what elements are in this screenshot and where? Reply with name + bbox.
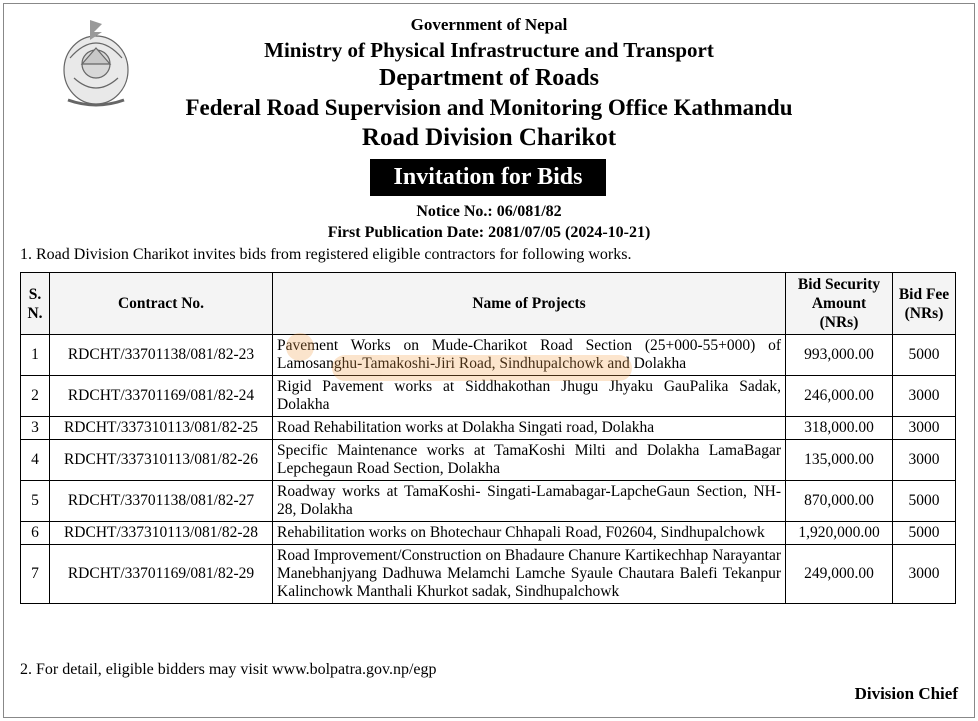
header-sn: S. N. bbox=[21, 273, 50, 335]
publication-date: First Publication Date: 2081/07/05 (2024-10-21) bbox=[327, 224, 651, 241]
row-sn: 5 bbox=[21, 481, 50, 522]
row-bid-security: 135,000.00 bbox=[786, 440, 893, 481]
row-sn: 6 bbox=[21, 522, 50, 545]
table-row bbox=[21, 335, 956, 376]
row-bid-fee: 3000 bbox=[893, 376, 956, 417]
row-contract-no: RDCHT/33701169/081/82-24 bbox=[50, 376, 273, 417]
row-project-name: Rehabilitation works on Bhotechaur Chhapali Road, F02604, Sindhupalchowk bbox=[273, 522, 786, 545]
table-header-row bbox=[21, 273, 956, 335]
row-bid-fee: 5000 bbox=[893, 335, 956, 376]
invitation-title: Invitation for Bids bbox=[370, 159, 606, 196]
row-bid-security: 318,000.00 bbox=[786, 417, 893, 440]
row-project-name: Road Rehabilitation works at Dolakha Singati road, Dolakha bbox=[273, 417, 786, 440]
table-row bbox=[21, 440, 956, 481]
header-contract-no: Contract No. bbox=[50, 273, 273, 335]
row-bid-fee: 5000 bbox=[893, 522, 956, 545]
row-project-name: Road Improvement/Construction on Bhadaure Chanure Kartikechhap Narayantar Manebhanjyang Dadhuwa Melamchi Lamche Syaule Chautara Balefi Tekanpur Kalinchowk Manthali Khurkot sadak, Sindhupalchowk bbox=[273, 545, 786, 604]
header-department: Department of Roads bbox=[379, 65, 599, 91]
table-row bbox=[21, 545, 956, 604]
row-bid-fee: 5000 bbox=[893, 481, 956, 522]
header-division: Road Division Charikot bbox=[361, 124, 617, 151]
row-contract-no: RDCHT/33701169/081/82-29 bbox=[50, 545, 273, 604]
row-bid-security: 249,000.00 bbox=[786, 545, 893, 604]
bids-table bbox=[20, 272, 956, 604]
detail-note: 2. For detail, eligible bidders may visit www.bolpatra.gov.np/egp bbox=[20, 661, 437, 678]
row-contract-no: RDCHT/33701138/081/82-23 bbox=[50, 335, 273, 376]
intro-paragraph: 1. Road Division Charikot invites bids from registered eligible contractors for following works. bbox=[20, 246, 632, 263]
row-bid-security: 870,000.00 bbox=[786, 481, 893, 522]
row-project-name: Roadway works at TamaKoshi- Singati-Lamabagar-LapcheGaun Section, NH-28, Dolakha bbox=[273, 481, 786, 522]
table-row bbox=[21, 481, 956, 522]
row-sn: 4 bbox=[21, 440, 50, 481]
table-row bbox=[21, 376, 956, 417]
row-bid-fee: 3000 bbox=[893, 545, 956, 604]
row-contract-no: RDCHT/33701138/081/82-27 bbox=[50, 481, 273, 522]
row-contract-no: RDCHT/337310113/081/82-25 bbox=[50, 417, 273, 440]
notice-number: Notice No.: 06/081/82 bbox=[416, 203, 562, 220]
row-project-name: Specific Maintenance works at TamaKoshi Milti and Dolakha LamaBagar Lepchegaun Road Section, Dolakha bbox=[273, 440, 786, 481]
row-bid-security: 246,000.00 bbox=[786, 376, 893, 417]
signature-division-chief: Division Chief bbox=[854, 684, 958, 703]
table-row bbox=[21, 417, 956, 440]
row-sn: 7 bbox=[21, 545, 50, 604]
row-contract-no: RDCHT/337310113/081/82-26 bbox=[50, 440, 273, 481]
header-bid-fee: Bid Fee (NRs) bbox=[893, 273, 956, 335]
row-bid-security: 993,000.00 bbox=[786, 335, 893, 376]
header-ministry: Ministry of Physical Infrastructure and Transport bbox=[264, 38, 714, 62]
header-bid-security: Bid Security Amount (NRs) bbox=[786, 273, 893, 335]
row-contract-no: RDCHT/337310113/081/82-28 bbox=[50, 522, 273, 545]
header-government: Government of Nepal bbox=[410, 15, 568, 34]
row-project-name: Pavement Works on Mude-Charikot Road Section (25+000-55+000) of Lamosanghu-Tamakoshi-Jiri Road, Sindhupalchowk and Dolakha bbox=[273, 335, 786, 376]
row-bid-security: 1,920,000.00 bbox=[786, 522, 893, 545]
row-bid-fee: 3000 bbox=[893, 417, 956, 440]
row-bid-fee: 3000 bbox=[893, 440, 956, 481]
row-project-name: Rigid Pavement works at Siddhakothan Jhugu Jhyaku GauPalika Sadak, Dolakha bbox=[273, 376, 786, 417]
table-row bbox=[21, 522, 956, 545]
header-project-name: Name of Projects bbox=[273, 273, 786, 335]
row-sn: 2 bbox=[21, 376, 50, 417]
row-sn: 1 bbox=[21, 335, 50, 376]
header-office: Federal Road Supervision and Monitoring Office Kathmandu bbox=[185, 95, 793, 120]
row-sn: 3 bbox=[21, 417, 50, 440]
